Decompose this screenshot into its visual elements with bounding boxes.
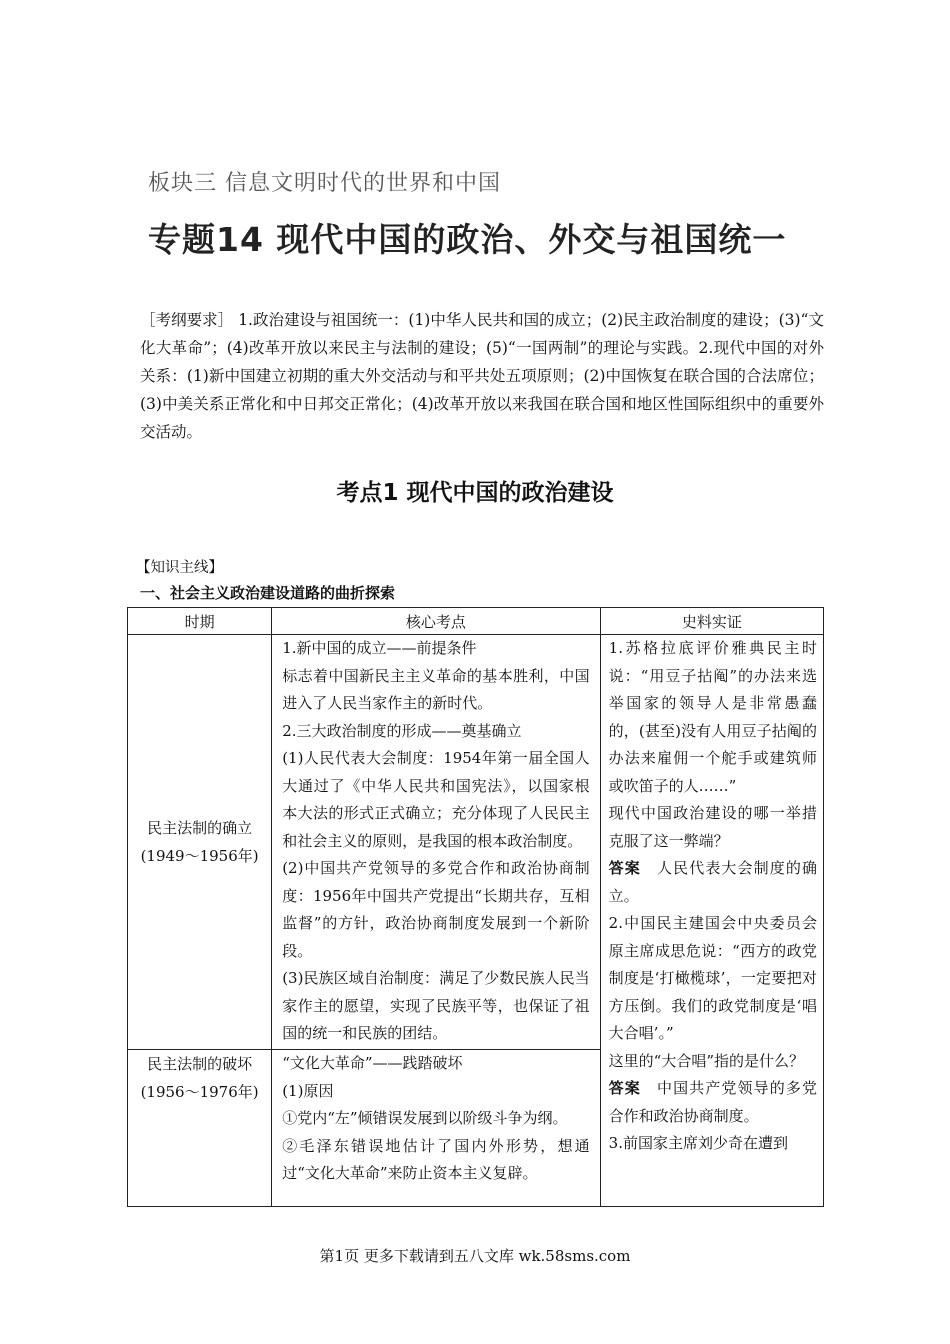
core-point: (3)民族区域自治制度：满足了少数民族人民当家作主的愿望，实现了民族平等，也保证了祖国的统一和民族的团结。 [282,969,590,1042]
history-question: 1.苏格拉底评价雅典民主时说：“用豆子拈阄”的办法来选举国家的领导人是非常愚蠢的，(甚至)没有人用豆子拈阄的办法来雇佣一个舵手或建筑师或吹笛子的人……” [608,639,817,795]
core-point: (1)人民代表大会制度：1954年第一届全国人大通过了《中华人民共和国宪法》，以国家根本大法的形式正式确立；充分体现了人民民主和社会主义的原则，是我国的根本政治制度。 [282,749,590,850]
requirements-label: ［考纲要求］ [140,311,234,329]
table-header-row [128,608,824,635]
history-question: 3.前国家主席刘少奇在遭到 [608,1134,788,1152]
period-name: 民主法制的确立 [147,819,253,837]
core-point: ①党内“左”倾错误发展到以阶级斗争为纲。 [282,1109,568,1127]
history-ask: 这里的“大合唱”指的是什么？ [608,1051,805,1070]
page-footer: 第1页 更多下载请到五八文库 wk.58sms.com [319,1247,631,1265]
core-point: 2.三大政治制度的形成——奠基确立 [282,721,522,740]
core-point: (2)中国共产党领导的多党合作和政治协商制度：1956年中国共产党提出“长期共存，互相监督”的方针，政治协商制度发展到一个新阶段。 [282,859,590,960]
period-years: (1956～1976年) [140,1083,259,1101]
answer-label: 答案 [608,1079,641,1097]
history-answer: 答案 中国共产党领导的多党合作和政治协商制度。 [608,1079,817,1125]
core-point: (1)原因 [282,1081,334,1100]
history-question: 2.中国民主建国会中央委员会原主席成思危说：“西方的政党制度是‘打橄榄球’，一定要把对方压倒。我们的政党制度是‘唱大合唱’。” [608,914,817,1042]
core-point: 1.新中国的成立——前提条件 [282,639,477,657]
knowledge-table [127,607,824,1207]
page-title: 专题14 现代中国的政治、外交与祖国统一 [148,220,787,259]
core-cell [272,1050,600,1207]
requirements-text: 1.政治建设与祖国统一：(1)中华人民共和国的成立；(2)民主政治制度的建设；(3)“文化大革命”；(4)改革开放以来民主与法制的建设；(5)“一国两制”的理论与实践。2.现代中国的对外关系：(1)新中国建立初期的重大外交活动与和平共处五项原则；(2)中国恢复在联合国的合法席位；(3)中美关系正常化和中日邦交正常化；(4)改革开放以来我国在联合国和地区性国际组织中的重要外交活动。 [140,311,824,441]
core-point: “文化大革命”——践踏破坏 [282,1054,463,1072]
history-answer: 答案 人民代表大会制度的确立。 [608,859,817,905]
history-ask: 现代中国政治建设的哪一举措克服了这一弊端？ [608,804,817,850]
knowledge-label: 【知识主线】 [136,560,223,576]
section-heading: 考点1 现代中国的政治建设 [336,480,614,506]
answer-label: 答案 [608,859,641,877]
header-history: 史料实证 [600,608,823,635]
period-years: (1949～1956年) [140,847,259,865]
period-cell [128,1050,272,1207]
history-cell [600,635,823,1207]
table-row [128,635,824,1050]
section-subheading: 一、社会主义政治建设道路的曲折探索 [140,584,396,602]
core-point: 标志着中国新民主主义革命的基本胜利，中国进入了人民当家作主的新时代。 [282,666,590,712]
core-point: ②毛泽东错误地估计了国内外形势，想通过“文化大革命”来防止资本主义复辟。 [282,1136,590,1182]
module-subtitle: 板块三 信息文明时代的世界和中国 [148,171,501,196]
header-core: 核心考点 [272,608,600,635]
core-cell [272,635,600,1050]
period-cell [128,635,272,1050]
period-name: 民主法制的破坏 [147,1055,253,1073]
header-period: 时期 [128,608,272,635]
exam-requirements [140,306,824,446]
